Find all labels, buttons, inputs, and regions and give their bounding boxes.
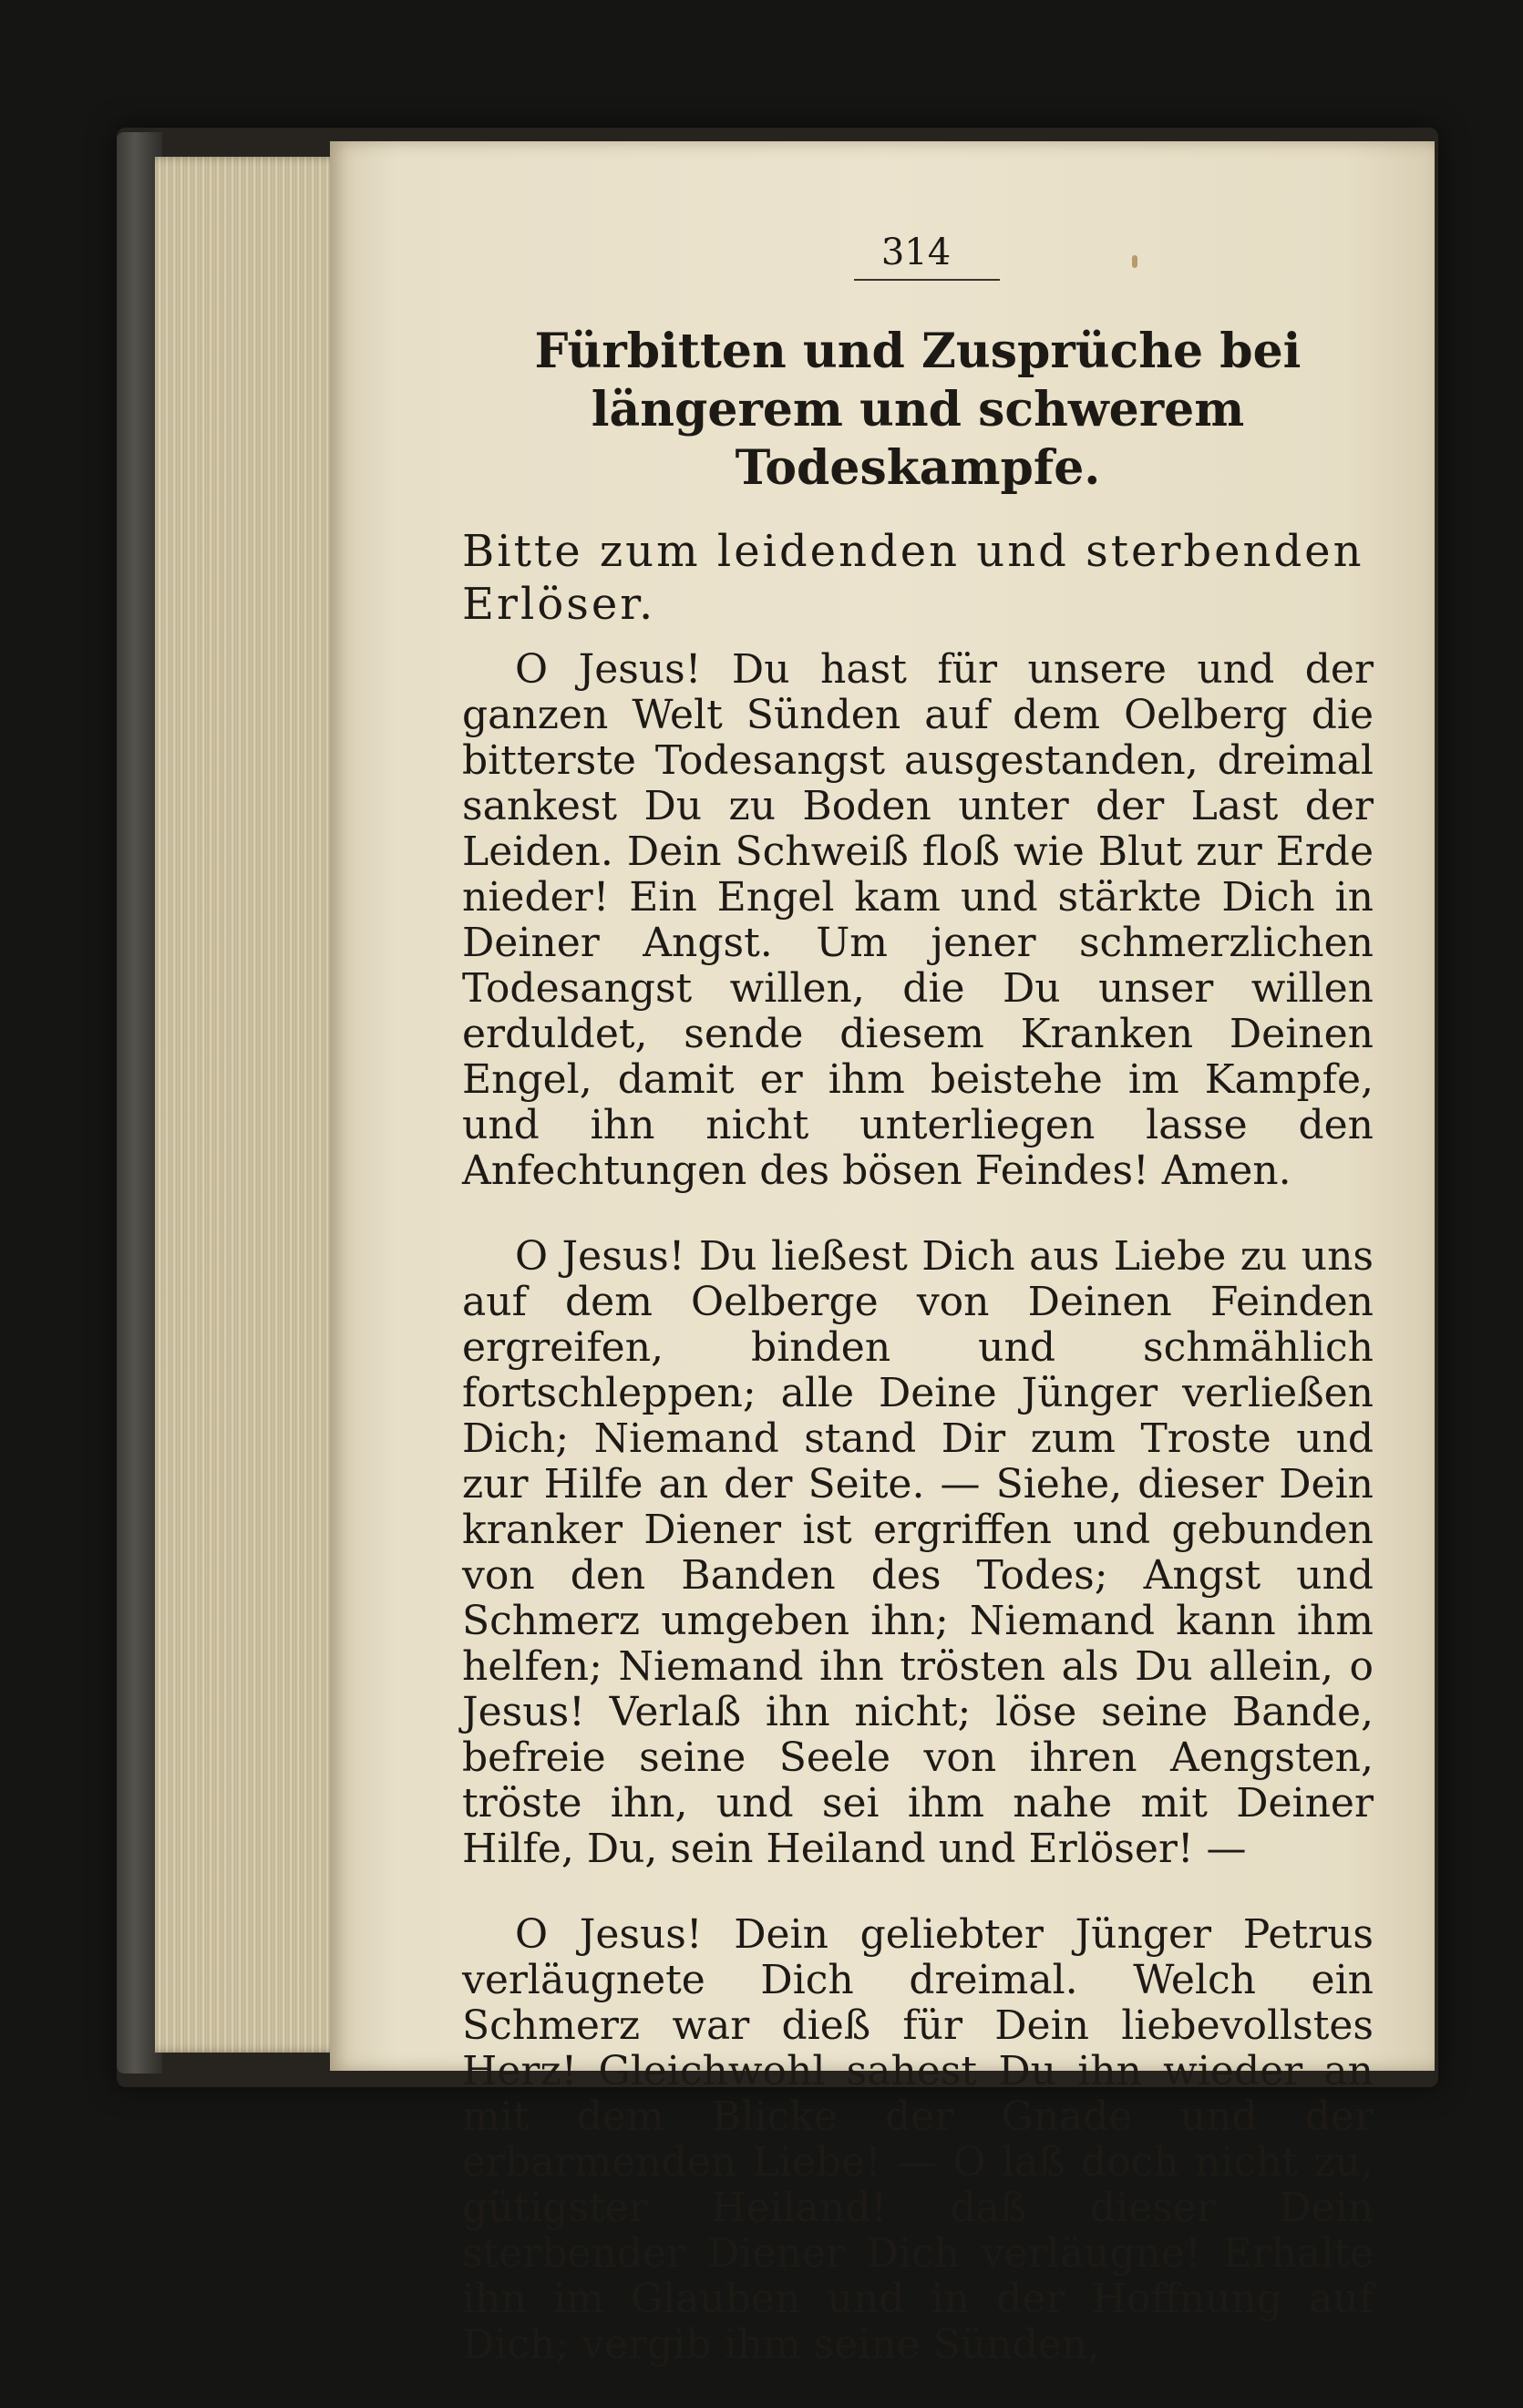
page-number: 314: [880, 232, 952, 273]
prayer-subtitle: Bitte zum leidenden und sterbenden Erlöser.: [462, 526, 1364, 630]
page-number-rule: [854, 279, 1000, 281]
paragraph: O Jesus! Du ließest Dich aus Liebe zu uns auf dem Oelberge von Deinen Feinden ergreifen, binden und schmählich fortschleppen; alle Deine Jünger verließen Dich; Niemand stand Dir zum Troste und zur Hilfe an der Seite. — Siehe, dieser Dein kranker Diener ist ergriffen und gebunden von den Banden des Todes; Angst und Schmerz umgeben ihn; Niemand kann ihm helfen; Niemand ihn trösten als Du allein, o Jesus! Verlaß ihn nicht; löse seine Bande, befreie seine Seele von ihren Aengsten, tröste ihn, und sei ihm nahe mit Deiner Hilfe, Du, sein Heiland und Erlöser! —: [462, 1233, 1374, 1872]
page-stack: [155, 157, 342, 2053]
book-page: [330, 141, 1435, 2368]
chapter-title: Fürbitten und Zusprüche bei längerem und schwerem Todeskampfe.: [534, 324, 1302, 496]
paragraph: O Jesus! Du hast für unsere und der ganzen Welt Sünden auf dem Oelberg die bitterste Todesangst ausgestanden, dreimal sankest Du zu Boden unter der Last der Leiden. Dein Schweiß floß wie Blut zur Erde nieder! Ein Engel kam und stärkte Dich in Deiner Angst. Um jener schmerzlichen Todesangst willen, die Du unser willen erduldet, sende diesem Kranken Deinen Engel, damit er ihm beistehe im Kampfe, und ihn nicht unterliegen lasse den Anfechtungen des bösen Feindes! Amen.: [462, 646, 1374, 1194]
paragraph: O Jesus! Dein geliebter Jünger Petrus verläugnete Dich dreimal. Welch ein Schmerz war dieß für Dein liebevollstes Herz! Gleichwohl sahest Du ihn wieder an mit dem Blicke der Gnade und der erbarmenden Liebe! — O laß doch nicht zu, gütigster Heiland! daß dieser Dein sterbender Diener Dich verläugne! Erhalte ihn im Glauben und in der Hoffnung auf Dich; vergib ihm seine Sünden,: [462, 1911, 1374, 2368]
page-content: [462, 230, 1374, 2408]
